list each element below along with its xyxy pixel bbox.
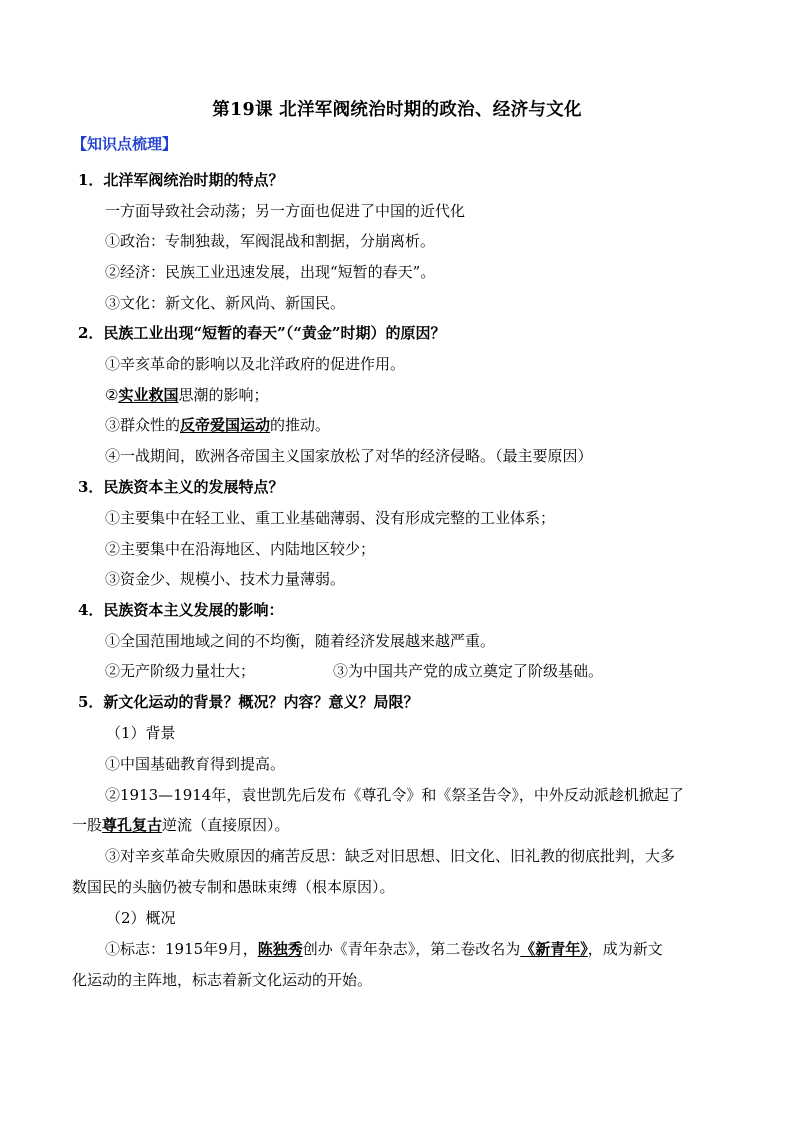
- q5-ov1-suffix: ，成为新文: [587, 940, 663, 958]
- page-title: 第19课 北洋军阀统治时期的政治、经济与文化: [212, 100, 582, 120]
- q5-ov1-mid: 创办《青年杂志》，第二卷改名为: [302, 940, 521, 958]
- section-tag: 【知识点梳理】: [72, 135, 178, 153]
- question-3-heading: 3．民族资本主义的发展特点？: [78, 478, 284, 496]
- q2-point-2-suffix: 思潮的影响；: [178, 386, 269, 404]
- question-2-heading: 2．民族工业出现“短暂的春天”（“黄金”时期）的原因？: [78, 324, 446, 342]
- q5-overview-point-1-cont: 化运动的主阵地，标志着新文化运动的开始。: [72, 971, 373, 989]
- question-5-heading: 5．新文化运动的背景？概况？内容？意义？局限？: [78, 693, 419, 711]
- q5-ov1-emphasis-2: 《新青年》: [520, 940, 588, 958]
- q5-ov1-emphasis-1: 陈独秀: [257, 940, 303, 958]
- q5-ov1-prefix: ①标志：1915年9月，: [105, 940, 258, 958]
- q5-bg2-suffix: 逆流（直接原因）。: [162, 816, 290, 834]
- question-1-heading: 1．北洋军阀统治时期的特点？: [78, 171, 284, 189]
- q1-point-2: ②经济：民族工业迅速发展，出现“短暂的春天”。: [105, 263, 436, 281]
- q3-point-2: ②主要集中在沿海地区、内陆地区较少；: [105, 540, 376, 558]
- q3-point-3: ③资金少、规模小、技术力量薄弱。: [105, 570, 346, 588]
- q5-background-point-2: ②1913—1914年，袁世凯先后发布《尊孔令》和《祭圣告令》，中外反动派趁机掀起了: [105, 786, 684, 804]
- q2-point-3-suffix: 的推动。: [270, 416, 331, 434]
- q5-bg2-emphasis: 尊孔复古: [102, 816, 163, 834]
- q4-point-1: ①全国范围地域之间的不均衡，随着经济发展越来越严重。: [105, 632, 496, 650]
- q5-subheading-background: （1）背景: [106, 724, 176, 742]
- q1-summary: 一方面导致社会动荡；另一方面也促进了中国的近代化: [105, 202, 466, 220]
- q5-background-point-3-cont: 数国民的头脑仍被专制和愚昧束缚（根本原因）。: [72, 878, 395, 896]
- q5-overview-point-1: [105, 939, 663, 959]
- q5-background-point-2-cont: [72, 815, 290, 835]
- q5-subheading-overview: （2）概况: [106, 909, 176, 927]
- q2-point-3-emphasis: 反帝爱国运动: [180, 416, 271, 434]
- q2-point-2: [105, 385, 268, 405]
- q1-point-1: ①政治：专制独裁，军阀混战和割据，分崩离析。: [105, 232, 436, 250]
- q5-bg2-prefix: 一股: [72, 816, 103, 834]
- q2-point-2-prefix: ②: [105, 386, 119, 404]
- q2-point-2-emphasis: 实业救国: [118, 386, 179, 404]
- q5-background-point-3: ③对辛亥革命失败原因的痛苦反思：缺乏对旧思想、旧文化、旧礼教的彻底批判，大多: [105, 847, 676, 865]
- q2-point-3-prefix: ③群众性的: [105, 416, 181, 434]
- q4-point-2: ②无产阶级力量壮大；: [105, 662, 256, 680]
- q2-point-4: ④一战期间，欧洲各帝国主义国家放松了对华的经济侵略。（最主要原因）: [105, 447, 593, 465]
- question-4-heading: 4．民族资本主义发展的影响：: [78, 601, 284, 619]
- q4-point-3: ③为中国共产党的成立奠定了阶级基础。: [333, 662, 604, 680]
- q5-background-point-1: ①中国基础教育得到提高。: [105, 755, 286, 773]
- q1-point-3: ③文化：新文化、新风尚、新国民。: [105, 294, 346, 312]
- q2-point-3: [105, 415, 330, 435]
- q3-point-1: ①主要集中在轻工业、重工业基础薄弱、没有形成完整的工业体系；: [105, 509, 556, 527]
- q2-point-1: ①辛亥革命的影响以及北洋政府的促进作用。: [105, 355, 406, 373]
